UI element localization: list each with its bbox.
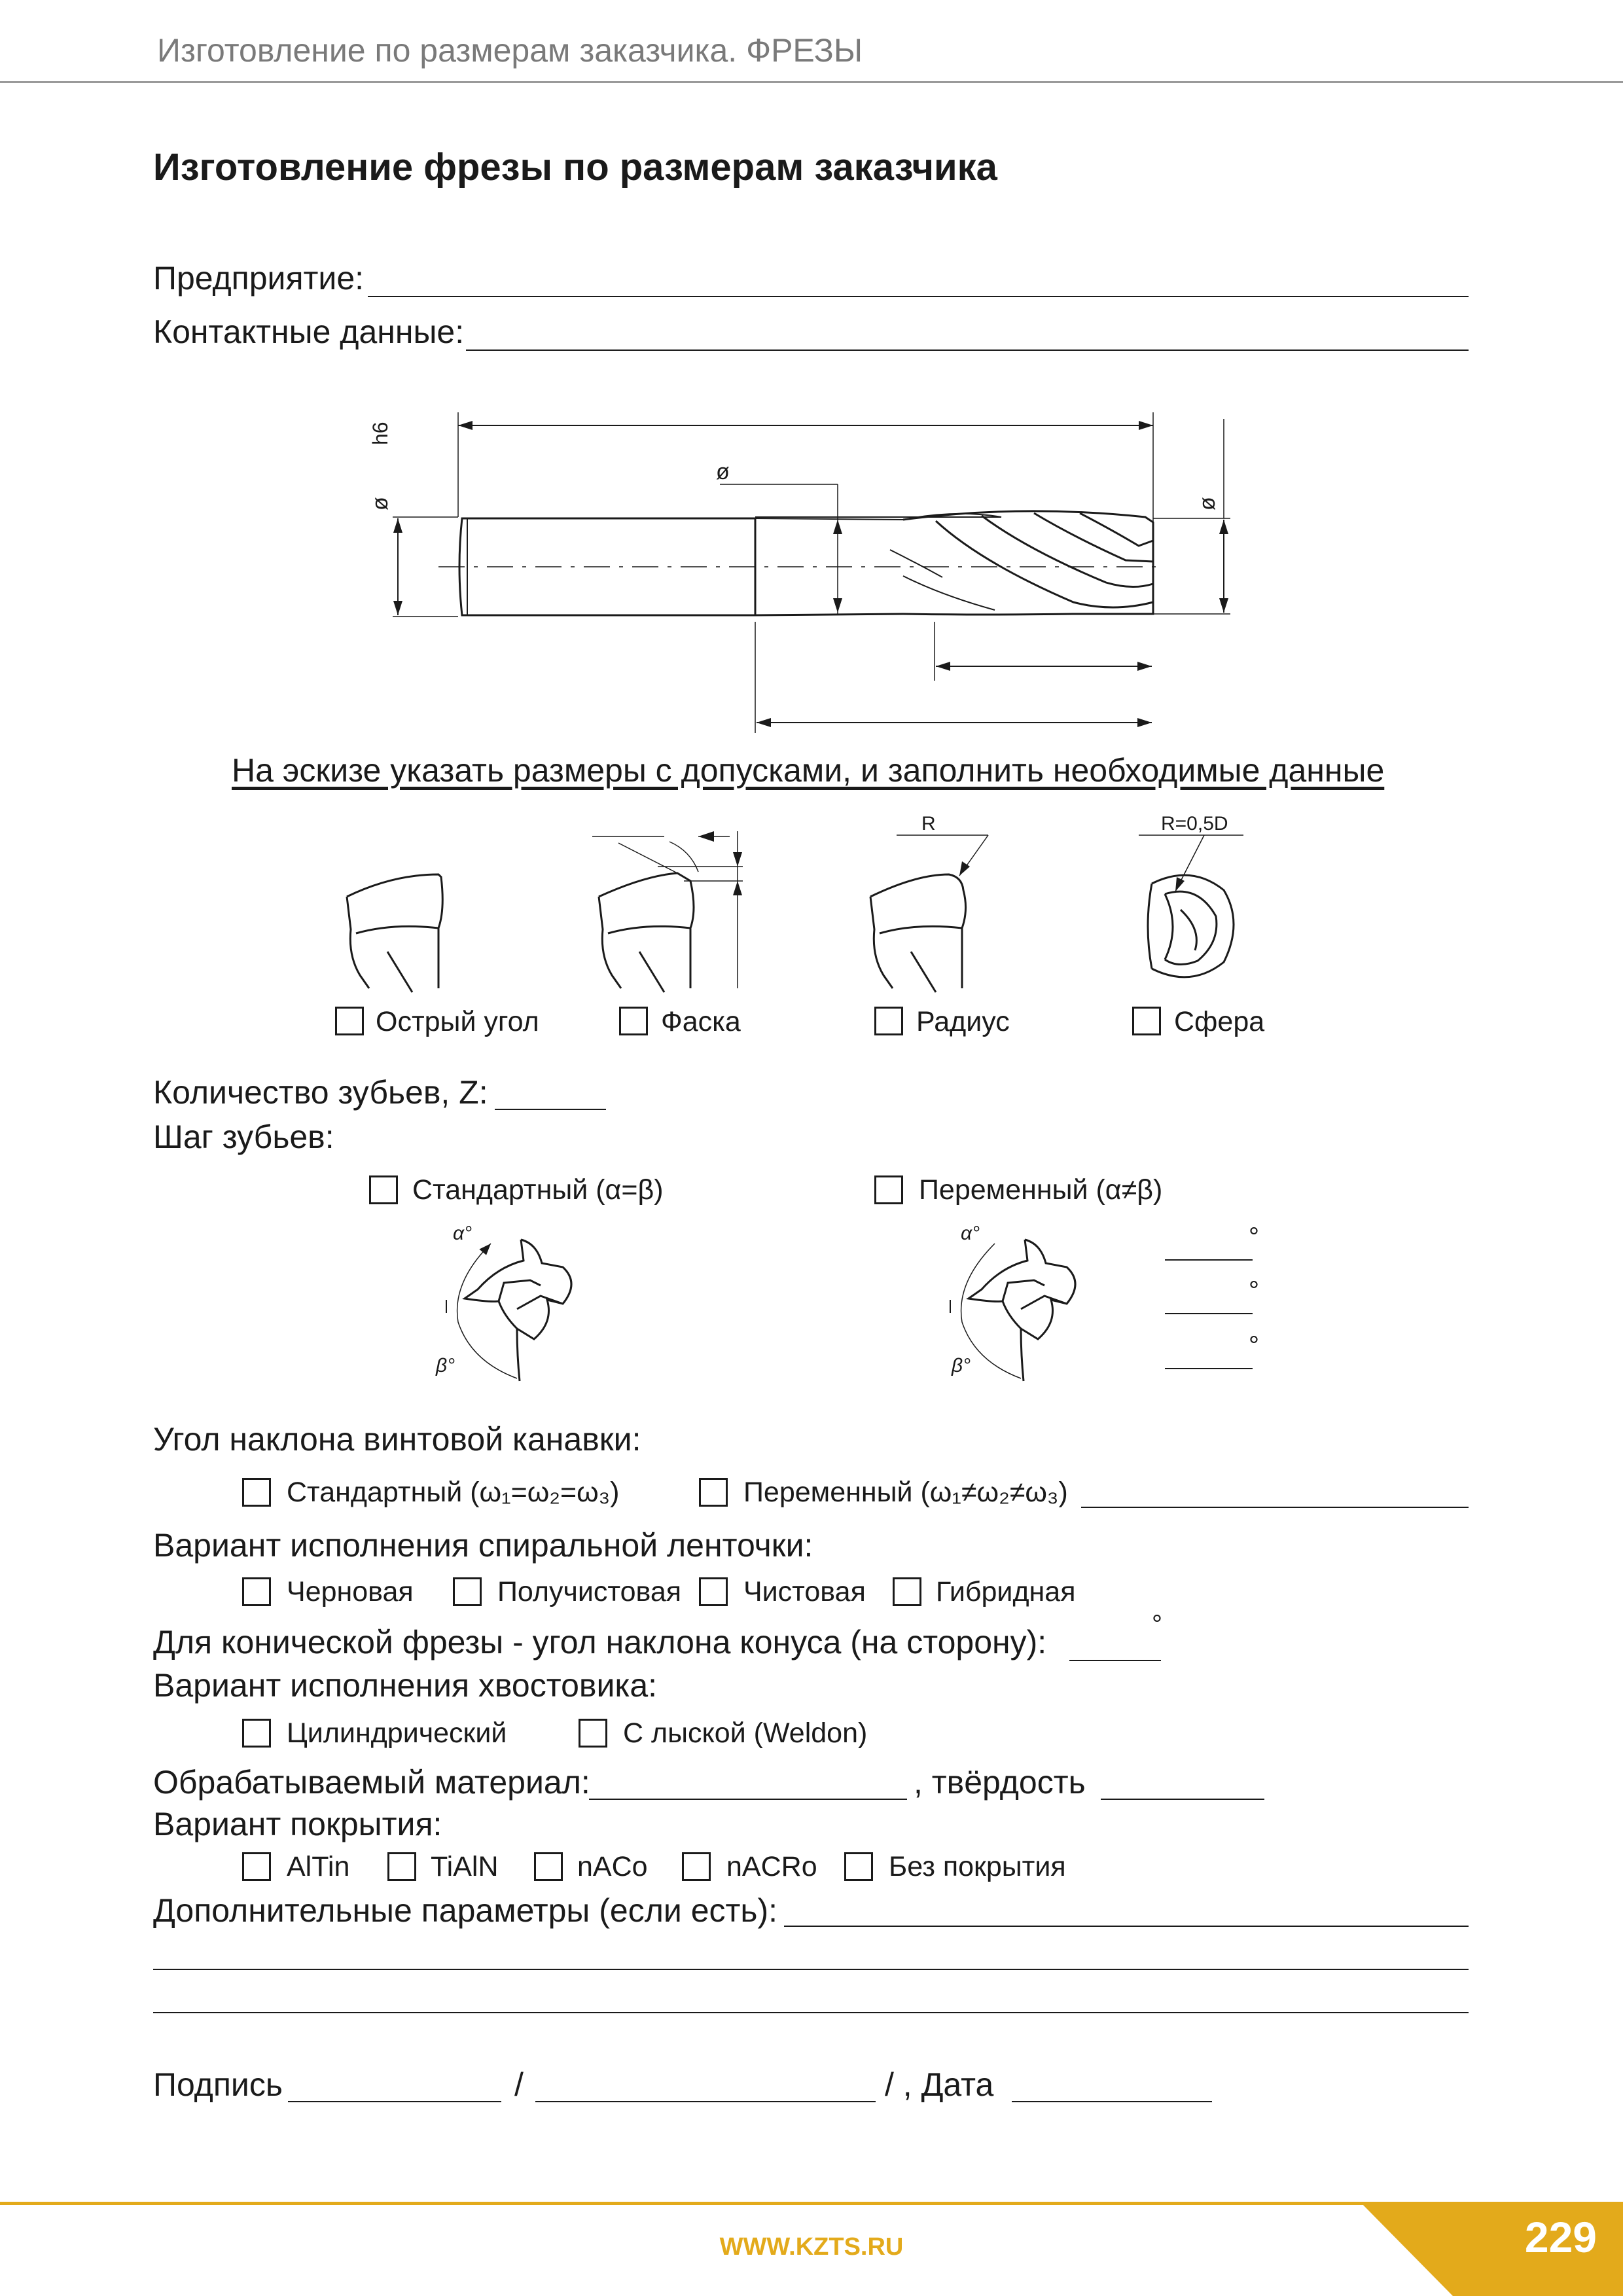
pitch-angle-1-degree: ° (1249, 1223, 1259, 1251)
end-mill-drawing (353, 406, 1283, 746)
running-header: Изготовление по размерам заказчика. ФРЕЗЫ (157, 32, 863, 69)
variable-pitch-section (929, 1217, 1126, 1394)
date-label: / , Дата (885, 2066, 994, 2103)
footer-url[interactable]: WWW.KZTS.RU (719, 2233, 904, 2261)
helix-variable-checkbox[interactable] (699, 1478, 728, 1507)
margin-finish-checkbox[interactable] (699, 1577, 728, 1606)
extra-params-field-2[interactable] (153, 1969, 1469, 1970)
signature-label: Подпись (153, 2066, 283, 2103)
cone-angle-degree: ° (1152, 1610, 1162, 1639)
cone-angle-label: Для конической фрезы - угол наклона конуса (на сторону): (153, 1624, 1047, 1660)
contacts-field[interactable] (466, 350, 1469, 351)
shank-cylindrical-label: Цилиндрический (287, 1717, 507, 1749)
radius-checkbox[interactable] (874, 1007, 903, 1035)
pitch-angle-3-field[interactable] (1165, 1368, 1253, 1369)
sketch-instruction: На эскизе указать размеры с допусками, и заполнить необходимые данные (232, 752, 1385, 789)
alpha-label-var: α° (961, 1223, 980, 1244)
shank-dia-symbol: ø (368, 497, 393, 511)
margin-hybrid-label: Гибридная (936, 1576, 1076, 1607)
teeth-count-field[interactable] (495, 1109, 606, 1110)
margin-roughing-label: Черновая (287, 1576, 414, 1607)
sphere-checkbox[interactable] (1132, 1007, 1161, 1035)
beta-label-var: β° (952, 1355, 971, 1376)
coating-nacro-label: nACRo (726, 1851, 817, 1882)
pitch-angle-2-field[interactable] (1165, 1313, 1253, 1314)
pitch-angle-2-degree: ° (1249, 1276, 1259, 1305)
sharp-corner-checkbox[interactable] (335, 1007, 364, 1035)
name-field[interactable] (535, 2101, 876, 2102)
margin-finish-label: Чистовая (743, 1576, 866, 1607)
helix-variable-field[interactable] (1081, 1507, 1469, 1508)
material-field[interactable] (589, 1799, 907, 1800)
teeth-count-label: Количество зубьев, Z: (153, 1074, 488, 1111)
helix-variable-label: Переменный (ω₁≠ω₂≠ω₃) (743, 1477, 1068, 1508)
pitch-standard-checkbox[interactable] (369, 1175, 398, 1204)
shank-label: Вариант исполнения хвостовика: (153, 1667, 658, 1704)
tip-shape-sketches (340, 812, 1257, 995)
coating-naco-checkbox[interactable] (534, 1852, 563, 1881)
coating-altin-checkbox[interactable] (242, 1852, 271, 1881)
radius-label: Радиус (916, 1006, 1010, 1037)
cone-angle-field[interactable] (1069, 1660, 1161, 1661)
standard-pitch-section (425, 1217, 622, 1394)
header-divider (0, 81, 1623, 83)
coating-tialn-checkbox[interactable] (387, 1852, 416, 1881)
contacts-label: Контактные данные: (153, 314, 465, 350)
teeth-pitch-label: Шаг зубьев: (153, 1119, 334, 1155)
coating-naco-label: nACo (577, 1851, 648, 1882)
coating-label: Вариант покрытия: (153, 1806, 442, 1842)
company-label: Предприятие: (153, 260, 365, 296)
alpha-label-std: α° (453, 1223, 473, 1244)
page-title: Изготовление фрезы по размерам заказчика (153, 146, 997, 188)
h6-label: h6 (368, 422, 392, 445)
pitch-angle-3-degree: ° (1249, 1331, 1259, 1360)
sharp-corner-sketch (347, 874, 442, 992)
date-field[interactable] (1012, 2101, 1212, 2102)
radius-callout: R (921, 813, 936, 834)
sphere-sketch (1139, 813, 1243, 977)
chamfer-checkbox[interactable] (619, 1007, 648, 1035)
chamfer-label: Фаска (661, 1006, 741, 1037)
shank-cylindrical-checkbox[interactable] (242, 1719, 271, 1748)
hardness-label: , твёрдость (914, 1764, 1086, 1801)
coating-none-label: Без покрытия (889, 1851, 1066, 1882)
neck-dia-symbol: ø (716, 459, 730, 484)
margin-semifinish-checkbox[interactable] (453, 1577, 482, 1606)
sphere-label: Сфера (1174, 1006, 1265, 1037)
extra-params-field-3[interactable] (153, 2012, 1469, 2013)
shank-weldon-label: С лыской (Weldon) (623, 1717, 868, 1749)
margin-semifinish-label: Получистовая (497, 1576, 682, 1607)
pitch-variable-checkbox[interactable] (874, 1175, 903, 1204)
helix-standard-checkbox[interactable] (242, 1478, 271, 1507)
helix-standard-label: Стандартный (ω₁=ω₂=ω₃) (287, 1477, 620, 1508)
cutter-dia-symbol: ø (1195, 497, 1220, 511)
company-field[interactable] (368, 296, 1469, 297)
sharp-corner-label: Острый угол (376, 1006, 539, 1037)
coating-tialn-label: TiAlN (431, 1851, 499, 1882)
beta-label-std: β° (436, 1355, 455, 1376)
extra-params-label: Дополнительные параметры (если есть): (153, 1892, 778, 1929)
sphere-callout: R=0,5D (1161, 813, 1228, 834)
extra-params-field-1[interactable] (784, 1926, 1469, 1927)
signature-slash: / (514, 2066, 524, 2103)
coating-altin-label: AlTin (287, 1851, 350, 1882)
page-number: 229 (1524, 2213, 1597, 2261)
chamfer-sketch (592, 831, 743, 992)
signature-field[interactable] (288, 2101, 501, 2102)
material-label: Обрабатываемый материал: (153, 1764, 590, 1801)
pitch-standard-label: Стандартный (α=β) (412, 1174, 664, 1206)
margin-roughing-checkbox[interactable] (242, 1577, 271, 1606)
pitch-angle-1-field[interactable] (1165, 1259, 1253, 1261)
margin-hybrid-checkbox[interactable] (893, 1577, 921, 1606)
pitch-variable-label: Переменный (α≠β) (919, 1174, 1163, 1206)
radius-sketch (870, 813, 988, 992)
coating-none-checkbox[interactable] (844, 1852, 873, 1881)
helix-angle-label: Угол наклона винтовой канавки: (153, 1421, 641, 1458)
margin-label: Вариант исполнения спиральной ленточки: (153, 1527, 813, 1564)
shank-weldon-checkbox[interactable] (579, 1719, 607, 1748)
hardness-field[interactable] (1101, 1799, 1264, 1800)
coating-nacro-checkbox[interactable] (682, 1852, 711, 1881)
